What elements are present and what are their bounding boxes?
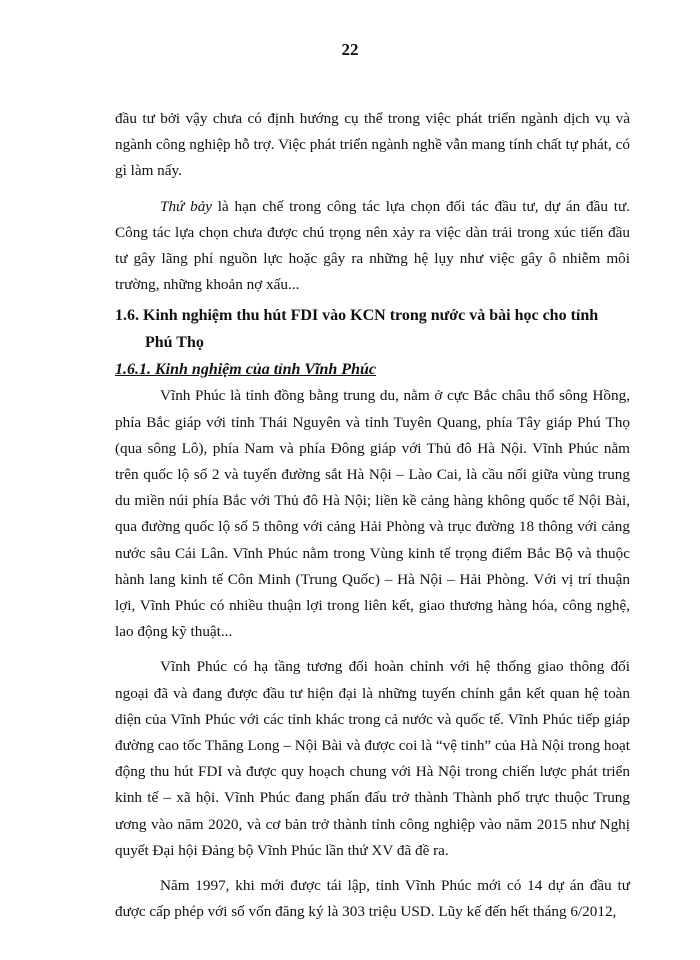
paragraph-vinh-phuc-infrastructure: Vĩnh Phúc có hạ tầng tương đối hoàn chỉnh với hệ thống giao thông đối ngoại đã và đang được đầu tư hiện đại là những tuyến chính gắn kết quan hệ toàn diện của Vĩnh Phúc với các tỉnh khác trong cả nước và quốc tế. Vĩnh Phúc tiếp giáp đường cao tốc Thăng Long – Nội Bài và được coi là “vệ tinh” của Hà Nội trong hoạt động thu hút FDI và được quy hoạch chung với Hà Nội trong chiến lược phát triển kinh tế – xã hội. Vĩnh Phúc đang phấn đấu trở thành Thành phố trực thuộc Trung ương vào năm 2020, và cơ bản trở thành tỉnh công nghiệp vào năm 2015 như Nghị quyết Đại hội Đảng bộ Vĩnh Phúc lần thứ XV đã đề ra. [115, 658, 630, 859]
paragraph-lead-italic: Thứ bảy [160, 197, 213, 215]
paragraph-continuation: đầu tư bởi vậy chưa có định hướng cụ thể trong việc phát triển ngành dịch vụ và ngành công nghiệp hỗ trợ. Việc phát triển ngành nghề vẫn mang tính chất tự phát, có gì làm nấy. [115, 110, 630, 180]
page-number: 22 [341, 40, 359, 59]
paragraph-text: là hạn chế trong công tác lựa chọn đối tác đầu tư, dự án đầu tư. Công tác lựa chọn chưa được chú trọng nên xảy ra việc dàn trải trong xúc tiến đầu tư gây lãng phí nguồn lực hoặc gây ra những hệ lụy như việc gây ô nhiễm môi trường, những khoản nợ xấu... [115, 197, 630, 294]
section-heading-1-6 [115, 302, 630, 356]
paragraph-vinh-phuc-location: Vĩnh Phúc là tỉnh đồng bằng trung du, nằm ở cực Bắc châu thổ sông Hồng, phía Bắc giáp với tỉnh Thái Nguyên và tỉnh Tuyên Quang, phía Tây giáp Phú Thọ (qua sông Lô), phía Nam và phía Đông giáp với Thủ đô Hà Nội. Vĩnh Phúc nằm trên quốc lộ số 2 và tuyến đường sắt Hà Nội – Lào Cai, là cầu nối giữa vùng trung du miền núi phía Bắc với Thủ đô Hà Nội; liền kề cảng hàng không quốc tế Nội Bài, qua đường quốc lộ số 5 thông với cảng Hải Phòng và trục đường 18 thông với cảng nước sâu Cái Lân. Vĩnh Phúc nằm trong Vùng kinh tế trọng điểm Bắc Bộ và thuộc hành lang kinh tế Côn Minh (Trung Quốc) – Hà Nội – Hải Phòng. Với vị trí thuận lợi, Vĩnh Phúc có nhiều thuận lợi trong liên kết, giao thương hàng hóa, công nghệ, lao động kỹ thuật... [115, 387, 630, 641]
paragraph-vinh-phuc-1997: Năm 1997, khi mới được tái lập, tỉnh Vĩnh Phúc mới có 14 dự án đầu tư được cấp phép với số vốn đăng ký là 303 triệu USD. Lũy kế đến hết tháng 6/2012, [115, 877, 630, 921]
section-heading-text: 1.6. Kinh nghiệm thu hút FDI vào KCN trong nước và bài học cho tỉnh [115, 307, 599, 325]
subsection-heading-1-6-1: 1.6.1. Kinh nghiệm của tỉnh Vĩnh Phúc [115, 361, 376, 379]
paragraph-thu-bay [115, 194, 630, 299]
section-heading-continuation: Phú Thọ [145, 334, 204, 352]
page-body [115, 106, 630, 925]
